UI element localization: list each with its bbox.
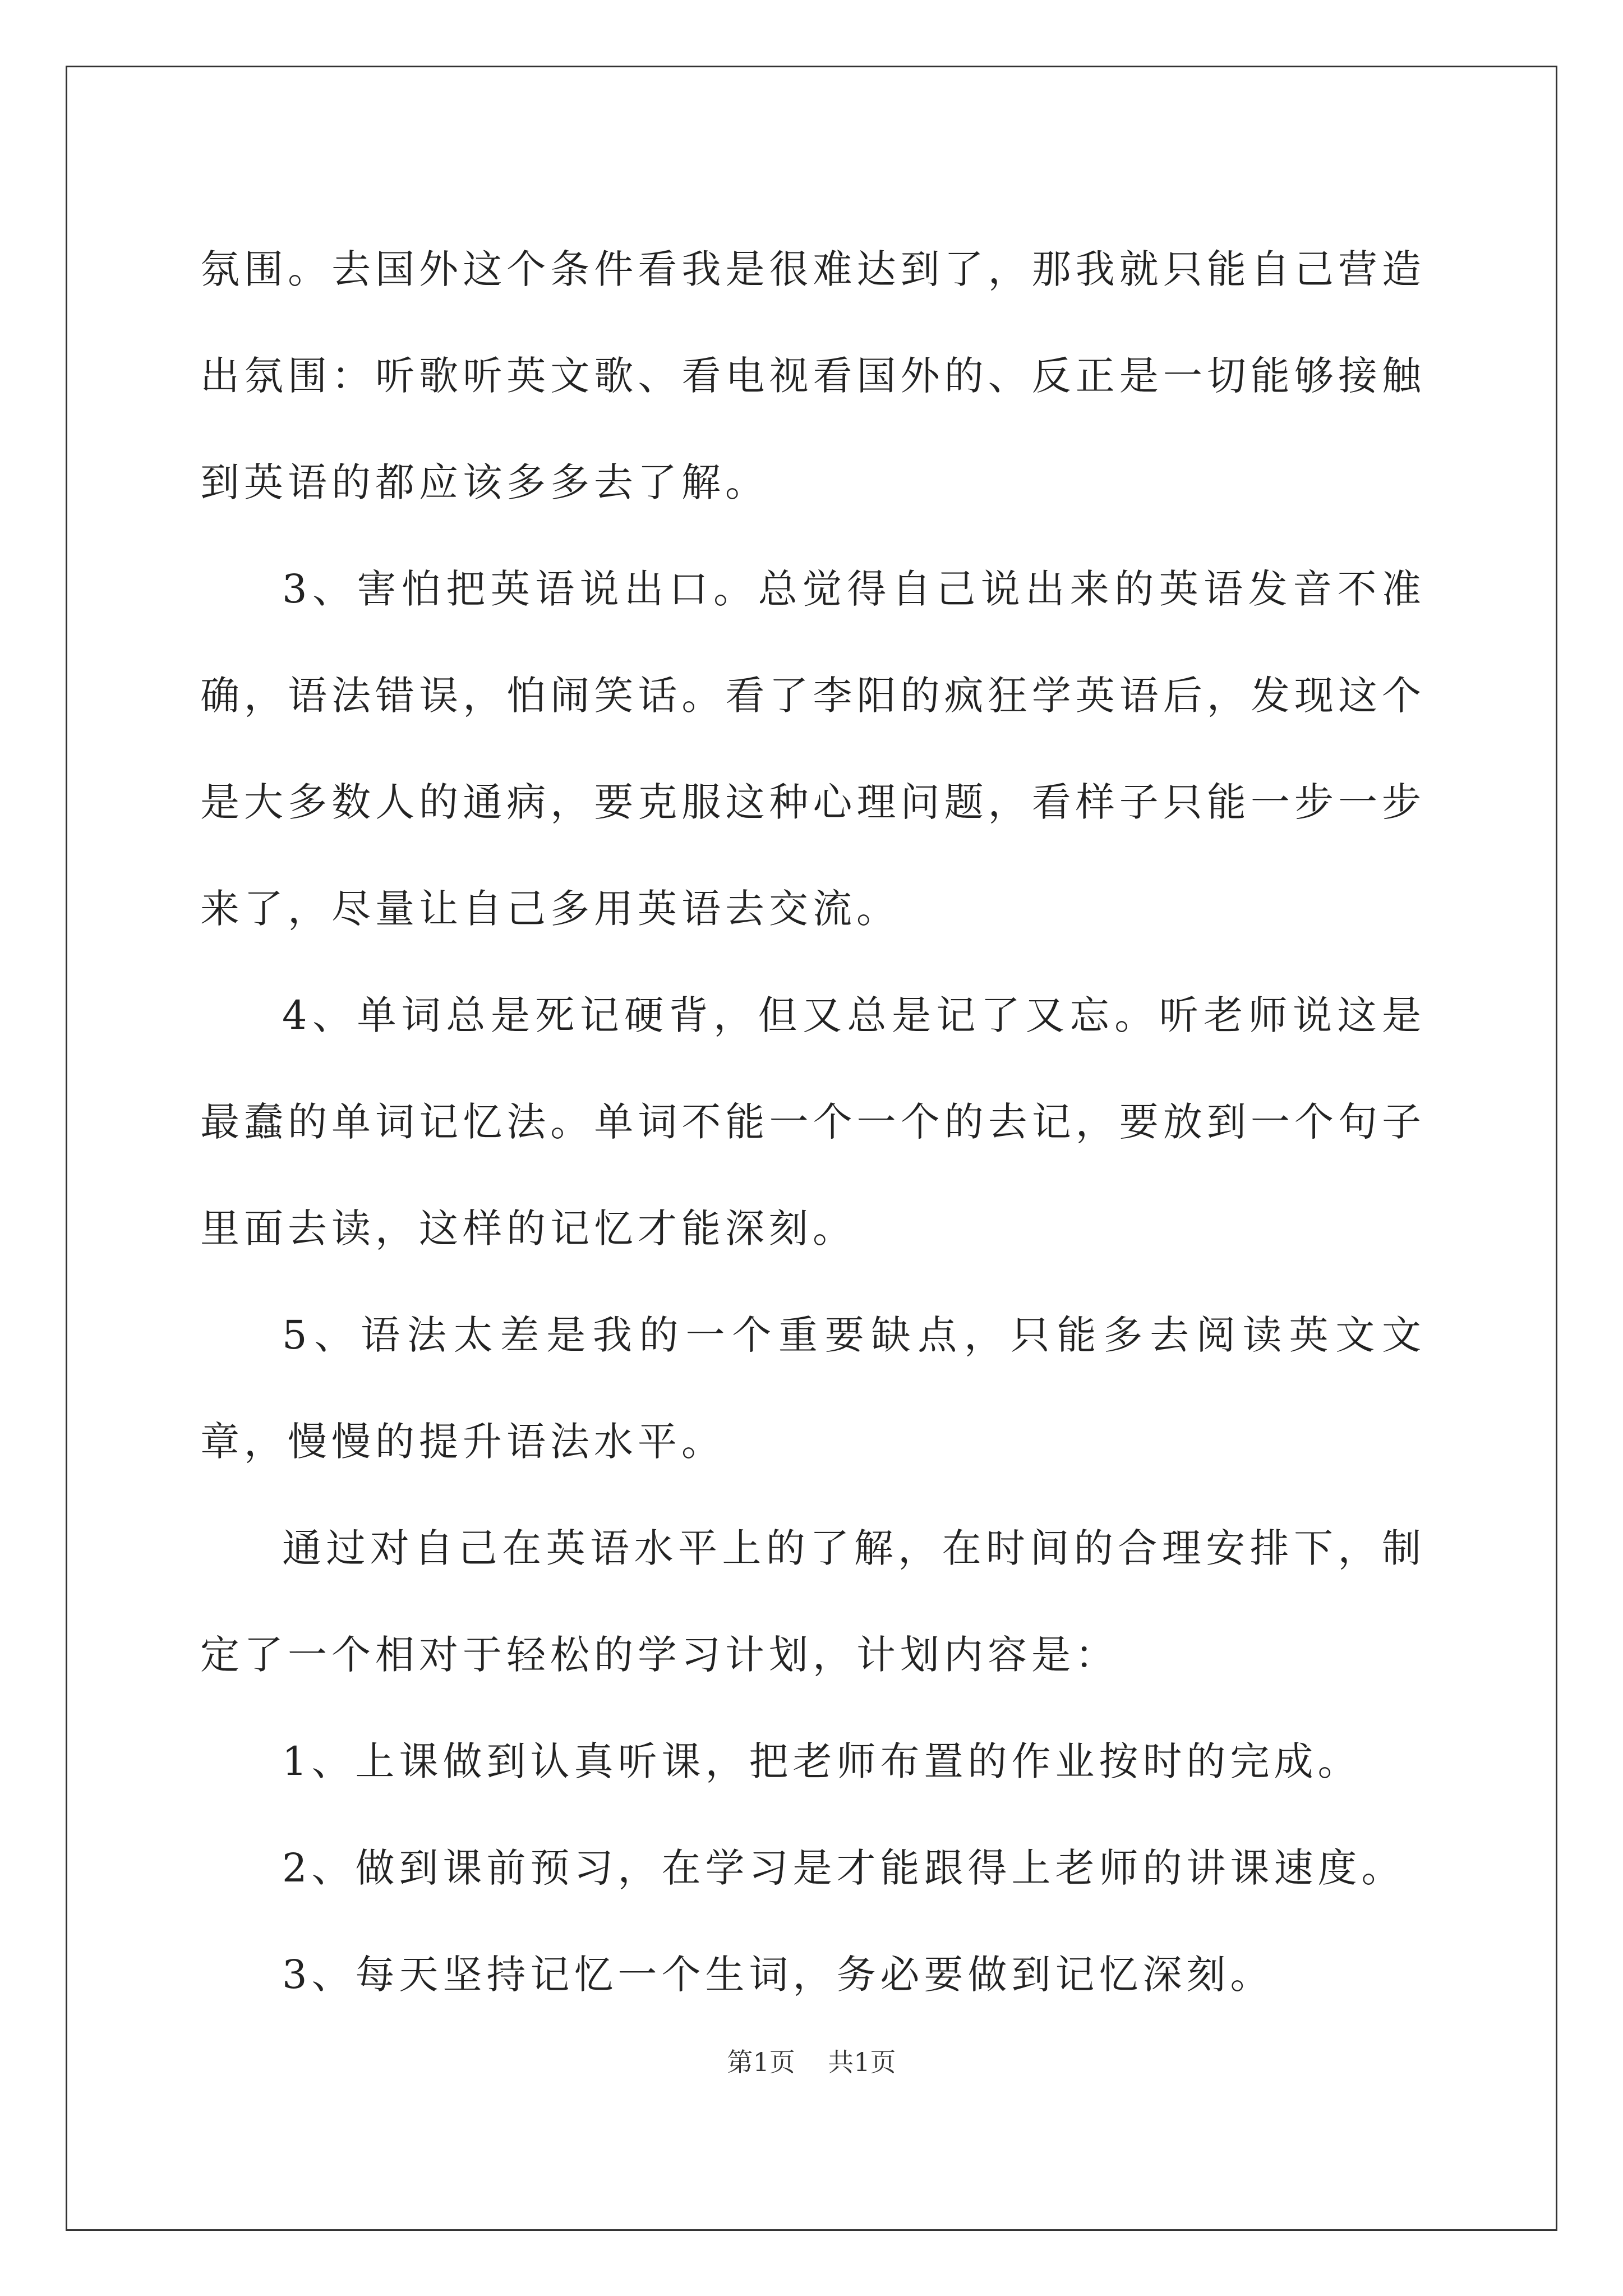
- page-number: 第1页: [727, 2047, 795, 2077]
- paragraph-continuation: 氛围。去国外这个条件看我是很难达到了，那我就只能自己营造出氛围：听歌听英文歌、看电视看国外的、反正是一切能够接触到英语的都应该多多去了解。: [200, 246, 1426, 505]
- plan-item-2: 2、做到课前预习，在学习是才能跟得上老师的讲课速度。: [282, 1845, 1405, 1891]
- page-footer: [0, 2042, 1623, 2079]
- paragraph-plan-intro: 通过对自己在英语水平上的了解，在时间的合理安排下，制定了一个相对于轻松的学习计划，计划内容是：: [200, 1525, 1426, 1678]
- plan-item-1: 1、上课做到认真听课，把老师布置的作业按时的完成。: [282, 1738, 1362, 1784]
- plan-item-3: 3、每天坚持记忆一个生词，务必要做到记忆深刻。: [282, 1952, 1274, 1998]
- paragraph-point-5: 5、语法太差是我的一个重要缺点，只能多去阅读英文文章，慢慢的提升语法水平。: [200, 1312, 1426, 1465]
- paragraph-point-3: 3、害怕把英语说出口。总觉得自己说出来的英语发音不准确，语法错误，怕闹笑话。看了李阳的疯狂学英语后，发现这个是大多数人的通病，要克服这种心理问题，看样子只能一步一步来了，尽量让自己多用英语去交流。: [200, 566, 1426, 932]
- paragraph-point-4: 4、单词总是死记硬背，但又总是记了又忘。听老师说这是最蠢的单词记忆法。单词不能一个一个的去记，要放到一个句子里面去读，这样的记忆才能深刻。: [200, 992, 1426, 1251]
- page-total: 共1页: [828, 2047, 896, 2077]
- document-body: [200, 216, 1426, 2028]
